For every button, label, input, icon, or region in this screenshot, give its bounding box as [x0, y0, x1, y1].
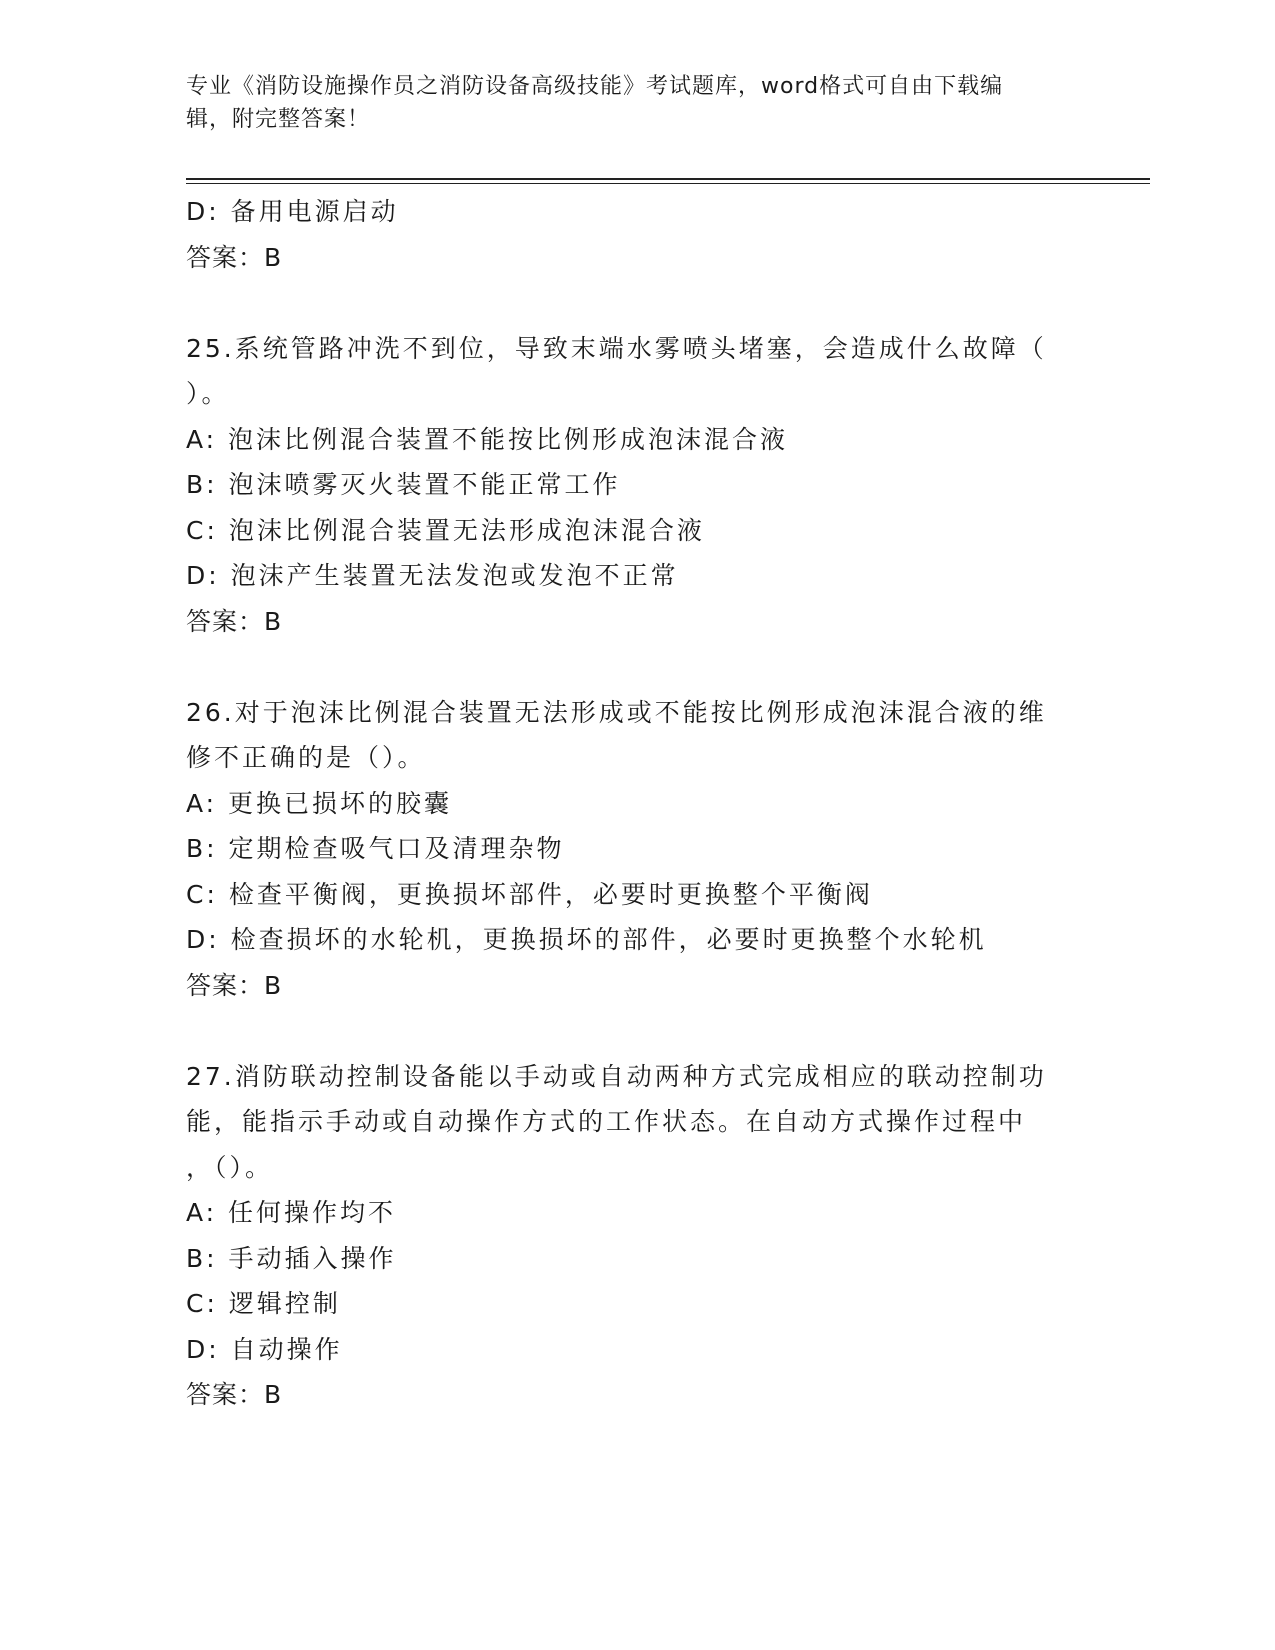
question-27: [186, 1054, 1066, 1418]
question-stem-line: 27.消防联动控制设备能以手动或自动两种方式完成相应的联动控制功: [186, 1061, 1047, 1091]
answer: 答案：B: [186, 970, 283, 1000]
question-stem-line: ）。: [186, 379, 230, 408]
option-b: B: 手动插入操作: [186, 1243, 397, 1273]
question-26: [186, 690, 1066, 1009]
question-stem-line: 能，能指示手动或自动操作方式的工作状态。在自动方式操作过程中: [186, 1107, 1027, 1136]
question-25: [186, 326, 1066, 645]
prev-option-d: D: 备用电源启动: [186, 197, 399, 226]
spacer: [186, 644, 1066, 690]
header-rule-thin: [186, 183, 1150, 184]
question-stem-line: 修不正确的是（）。: [186, 743, 426, 772]
option-d: D: 检查损坏的水轮机，更换损坏的部件，必要时更换整个水轮机: [186, 925, 987, 954]
question-stem-line: 25.系统管路冲洗不到位，导致末端水雾喷头堵塞，会造成什么故障（: [186, 333, 1047, 363]
option-a: A: 泡沫比例混合装置不能按比例形成泡沫混合液: [186, 424, 789, 454]
spacer: [186, 1008, 1066, 1054]
page-header: [186, 70, 1066, 136]
option-b: B: 定期检查吸气口及清理杂物: [186, 834, 565, 863]
option-d: D: 自动操作: [186, 1334, 343, 1364]
option-a: A: 任何操作均不: [186, 1198, 397, 1227]
spacer: [186, 280, 1066, 326]
answer: 答案：B: [186, 1380, 283, 1409]
option-d: D: 泡沫产生装置无法发泡或发泡不正常: [186, 561, 679, 590]
question-stem-line: 26.对于泡沫比例混合装置无法形成或不能按比例形成泡沫混合液的维: [186, 697, 1047, 727]
header-rule-thick: [186, 178, 1150, 180]
question-stem-line: ，（）。: [186, 1152, 274, 1182]
option-c: C: 检查平衡阀，更换损坏部件，必要时更换整个平衡阀: [186, 879, 873, 909]
option-a: A: 更换已损坏的胶囊: [186, 788, 453, 818]
answer: 答案：B: [186, 606, 283, 636]
header-line-2: 辑，附完整答案！: [186, 107, 371, 132]
prev-answer: 答案：B: [186, 242, 283, 272]
option-c: C: 泡沫比例混合装置无法形成泡沫混合液: [186, 515, 705, 545]
question-content: [186, 189, 1066, 1418]
option-c: C: 逻辑控制: [186, 1289, 341, 1318]
header-line-1: 专业《消防设施操作员之消防设备高级技能》考试题库，word格式可自由下载编: [186, 74, 1004, 99]
option-b: B: 泡沫喷雾灭火装置不能正常工作: [186, 470, 621, 499]
